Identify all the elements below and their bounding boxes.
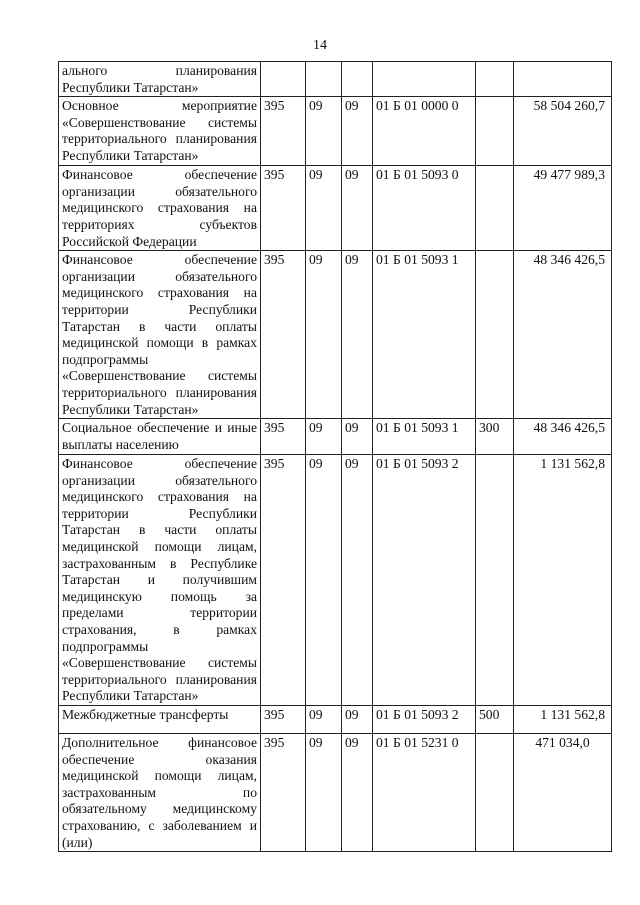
- row-target-article: 01 Б 01 0000 0: [373, 97, 476, 166]
- row-ministry-code: 395: [261, 455, 306, 706]
- row-amount: 471 034,0: [514, 734, 612, 852]
- row-expense-type: [476, 455, 514, 706]
- row-ministry-code: 395: [261, 706, 306, 734]
- row-target-article: [373, 62, 476, 97]
- page-number: 14: [313, 38, 327, 53]
- row-ministry-code: [261, 62, 306, 97]
- row-section-code: 09: [306, 251, 342, 419]
- row-subsection-code: 09: [342, 734, 373, 852]
- row-target-article: 01 Б 01 5093 0: [373, 166, 476, 251]
- row-amount: 48 346 426,5: [514, 419, 612, 455]
- row-name: ального планирования Республики Татарстан»: [59, 62, 261, 97]
- row-expense-type: [476, 97, 514, 166]
- row-section-code: 09: [306, 166, 342, 251]
- row-section-code: [306, 62, 342, 97]
- table-row: [59, 706, 612, 734]
- row-subsection-code: 09: [342, 419, 373, 455]
- row-expense-type: [476, 62, 514, 97]
- row-amount: 58 504 260,7: [514, 97, 612, 166]
- row-expense-type: [476, 166, 514, 251]
- row-ministry-code: 395: [261, 251, 306, 419]
- row-ministry-code: 395: [261, 166, 306, 251]
- row-amount: 48 346 426,5: [514, 251, 612, 419]
- row-subsection-code: 09: [342, 706, 373, 734]
- row-expense-type: [476, 251, 514, 419]
- row-name: Основное мероприятие «Совершенствование системы территориального планирования Республики Татарстан»: [59, 97, 261, 166]
- table-row: [59, 62, 612, 97]
- table-row: [59, 455, 612, 706]
- table-row: [59, 734, 612, 852]
- row-name: Социальное обеспечение и иные выплаты населению: [59, 419, 261, 455]
- row-name: Дополнительное финансовое обеспечение оказания медицинской помощи лицам, застрахованным по обязательному медицинскому страхованию, с заболеванием и (или): [59, 734, 261, 852]
- row-section-code: 09: [306, 419, 342, 455]
- row-expense-type: [476, 734, 514, 852]
- budget-table: [58, 61, 612, 852]
- row-target-article: 01 Б 01 5231 0: [373, 734, 476, 852]
- row-amount: [514, 62, 612, 97]
- row-name: Финансовое обеспечение организации обязательного медицинского страхования на территории Республики Татарстан в части оплаты медицинской помощи лицам, застрахованным в Республике Татарстан и получившим медицинскую помощь за пределами территории страхования, в рамках подпрограммы «Совершенствование системы территориального планирования Республики Татарстан»: [59, 455, 261, 706]
- table-row: [59, 97, 612, 166]
- row-subsection-code: [342, 62, 373, 97]
- table-row: [59, 251, 612, 419]
- row-amount: 1 131 562,8: [514, 706, 612, 734]
- row-name: Финансовое обеспечение организации обязательного медицинского страхования на территориях субъектов Российской Федерации: [59, 166, 261, 251]
- row-ministry-code: 395: [261, 734, 306, 852]
- row-amount: 49 477 989,3: [514, 166, 612, 251]
- row-subsection-code: 09: [342, 97, 373, 166]
- row-target-article: 01 Б 01 5093 2: [373, 455, 476, 706]
- row-target-article: 01 Б 01 5093 2: [373, 706, 476, 734]
- row-section-code: 09: [306, 706, 342, 734]
- row-section-code: 09: [306, 455, 342, 706]
- row-subsection-code: 09: [342, 166, 373, 251]
- row-name: Межбюджетные трансферты: [59, 706, 261, 734]
- row-name: Финансовое обеспечение организации обязательного медицинского страхования на территории Республики Татарстан в части оплаты медицинской помощи в рамках подпрограммы «Совершенствование системы территориального планирования Республики Татарстан»: [59, 251, 261, 419]
- row-expense-type: 300: [476, 419, 514, 455]
- row-ministry-code: 395: [261, 419, 306, 455]
- row-subsection-code: 09: [342, 455, 373, 706]
- row-target-article: 01 Б 01 5093 1: [373, 419, 476, 455]
- table-row: [59, 166, 612, 251]
- row-expense-type: 500: [476, 706, 514, 734]
- row-target-article: 01 Б 01 5093 1: [373, 251, 476, 419]
- row-amount: 1 131 562,8: [514, 455, 612, 706]
- row-ministry-code: 395: [261, 97, 306, 166]
- row-subsection-code: 09: [342, 251, 373, 419]
- row-section-code: 09: [306, 734, 342, 852]
- row-section-code: 09: [306, 97, 342, 166]
- table-row: [59, 419, 612, 455]
